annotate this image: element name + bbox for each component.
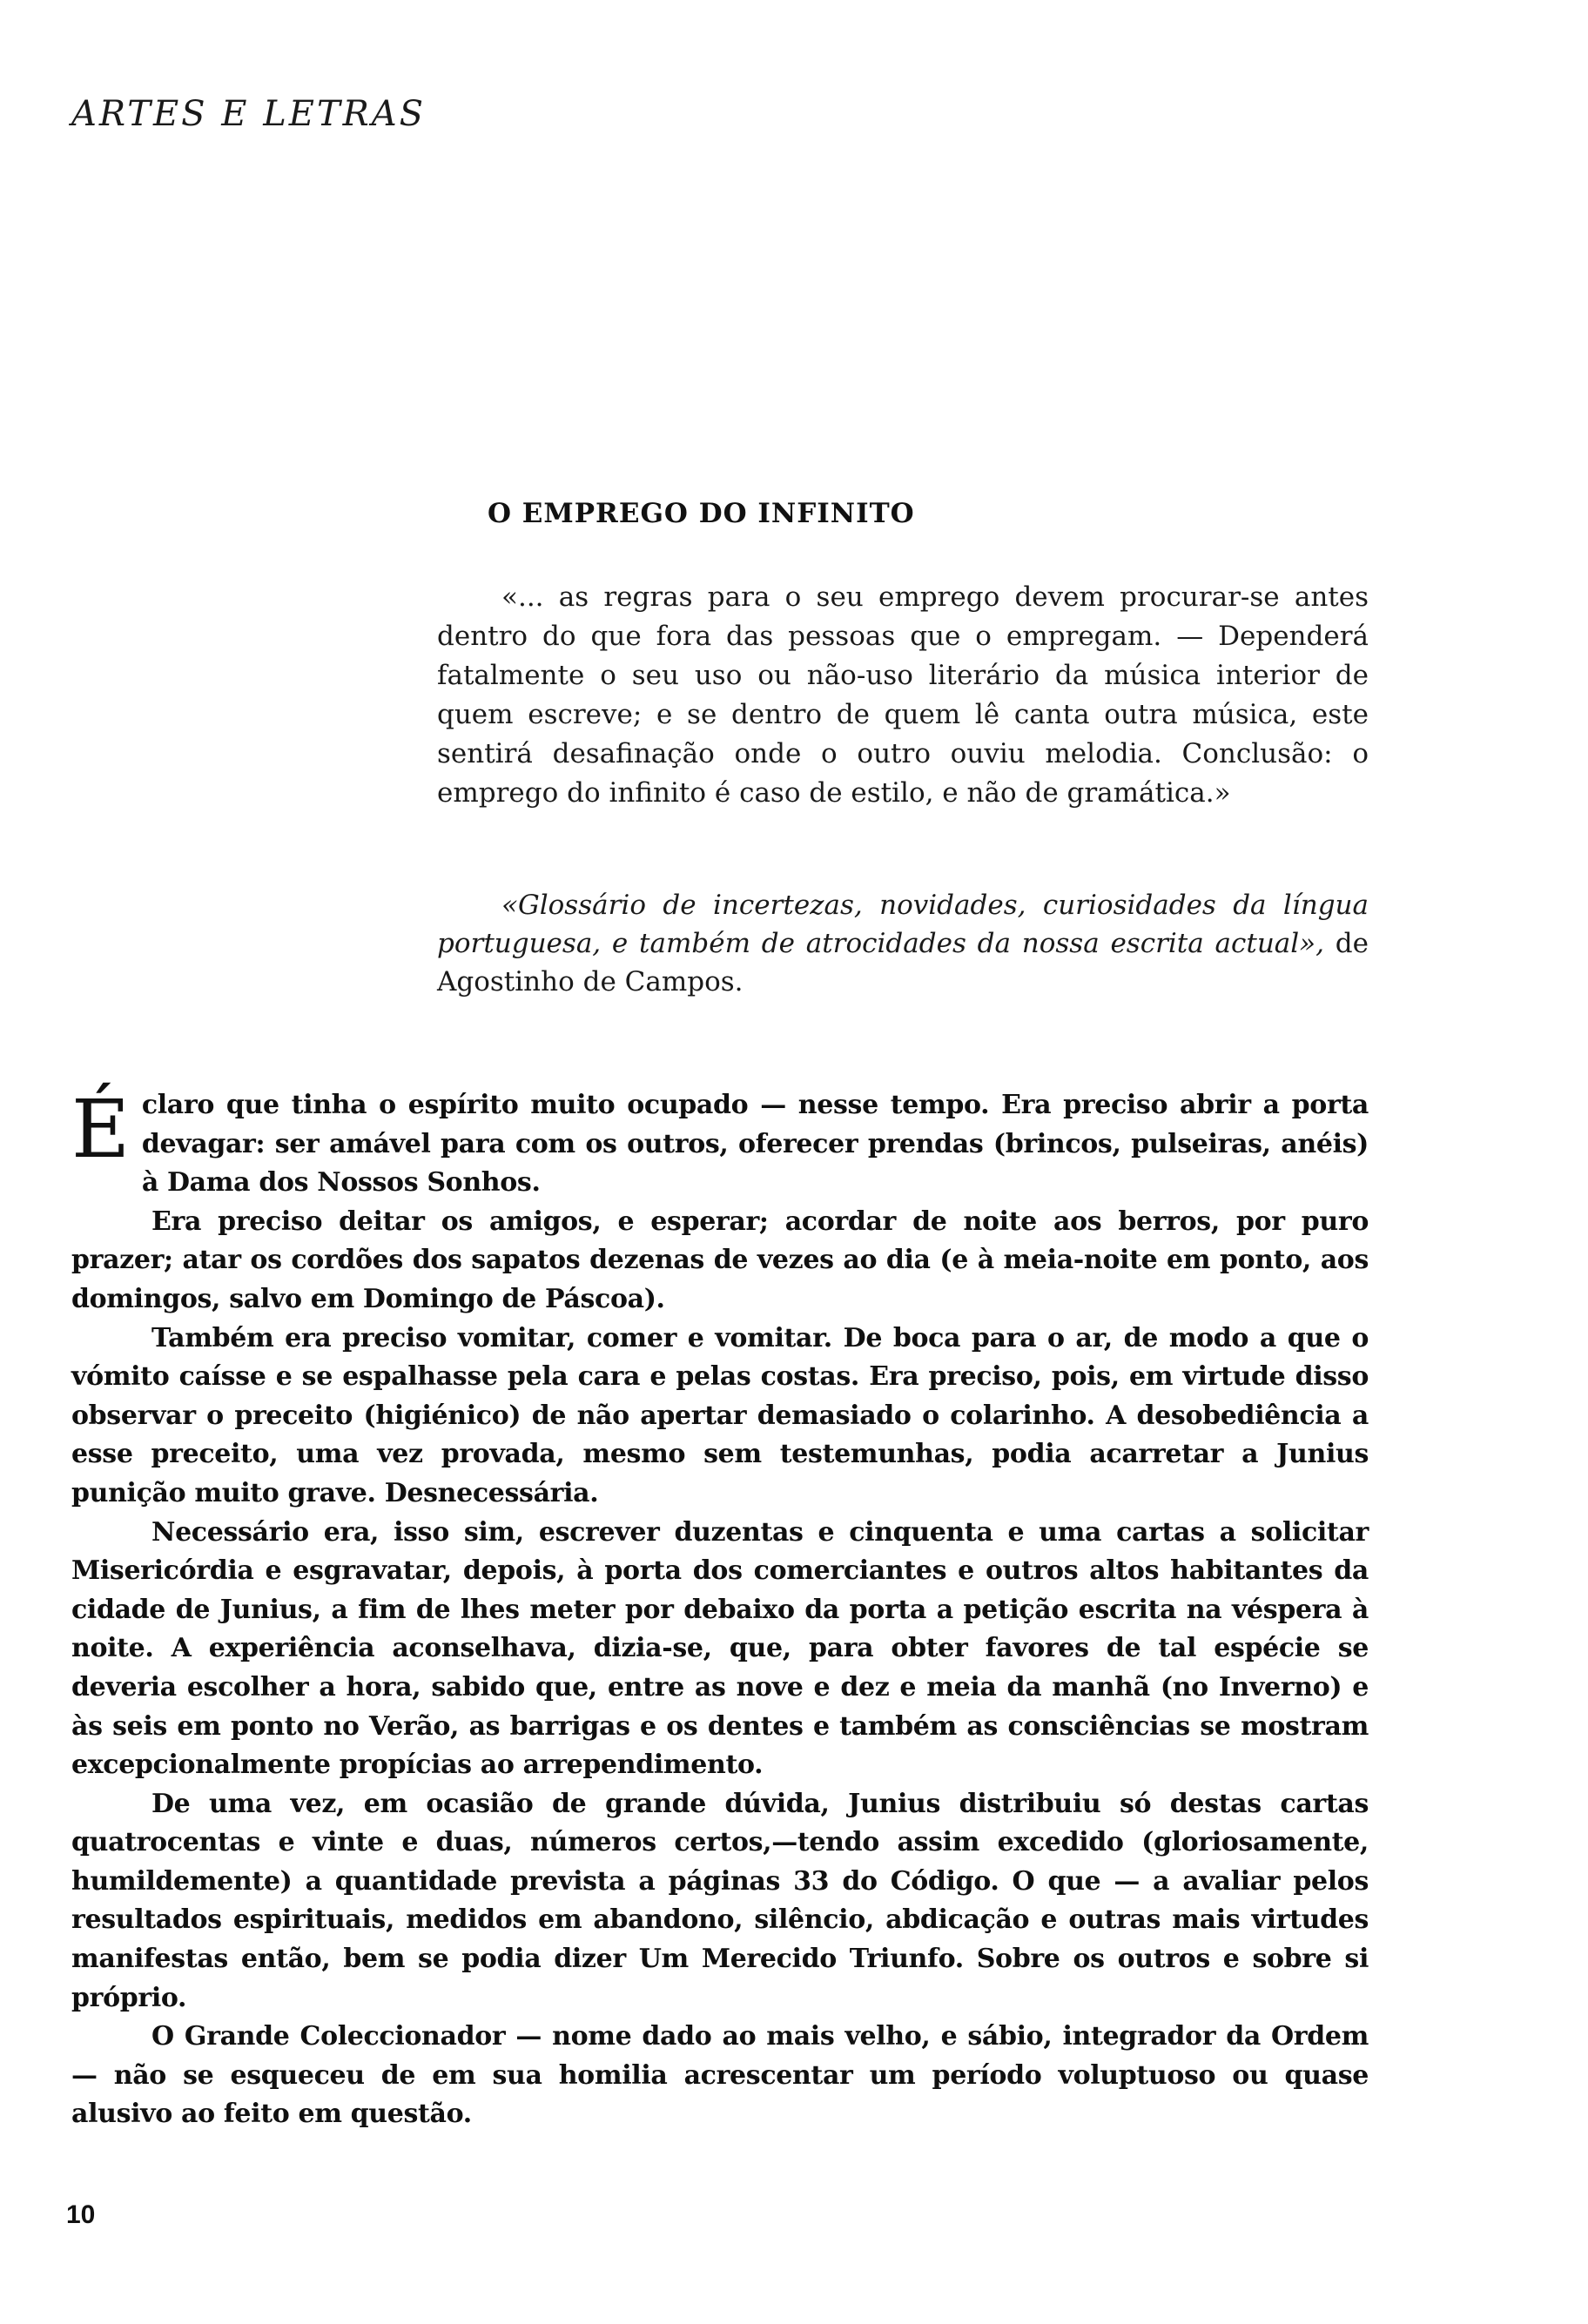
body-paragraph: Era preciso deitar os amigos, e esperar; acordar de noite aos berros, por puro prazer; atar os cordões dos sapatos dezenas de vezes ao dia (e à meia-noite em ponto, aos domingos, salvo em Domingo de Páscoa).	[71, 1206, 1369, 1314]
drop-cap: É	[71, 1083, 130, 1176]
body-paragraph: De uma vez, em ocasião de grande dúvida, Junius distribuiu só destas cartas quatrocentas e vinte e duas, números certos,—tendo assim excedido (gloriosamente, humildemente) a quantidade prevista a páginas 33 do Código. O que — a avaliar pelos resultados espirituais, medidos em abandono, silêncio, abdicação e outras mais virtudes manifestas então, bem se podia dizer Um Merecido Triunfo. Sobre os outros e sobre si próprio.	[71, 1788, 1369, 2013]
body-paragraph: Necessário era, isso sim, escrever duzentas e cinquenta e uma cartas a solicitar Misericórdia e esgravatar, depois, à porta dos comerciantes e outros altos habitantes da cidade de Junius, a fim de lhes meter por debaixo da porta a petição escrita na véspera à noite. A experiência aconselhava, dizia-se, que, para obter favores de tal espécie se deveria escolher a hora, sabido que, entre as nove e dez e meia da manhã (no Inverno) e às seis em ponto no Verão, as barrigas e os dentes e também as consciências se mostram excepcionalmente propícias ao arrependimento.	[71, 1516, 1369, 1781]
epigraph-quote: «... as regras para o seu emprego devem procurar-se antes dentro do que fora das pessoas que o empregam. — Dependerá fatalmente o seu uso ou não-uso literário da música interior de quem escreve; e se dentro de quem lê canta outra música, este sentirá desafinação onde o outro ouviu melodia. Conclusão: o emprego do infinito é caso de estilo, e não de gramática.»	[437, 581, 1369, 809]
article-title: O EMPREGO DO INFINITO	[488, 498, 915, 529]
body-paragraph	[71, 1083, 1369, 1203]
article-body	[71, 1083, 1369, 2134]
section-header: ARTES E LETRAS	[71, 94, 427, 134]
paragraph-text: claro que tinha o espírito muito ocupado — nesse tempo. Era preciso abrir a porta devagar: ser amável para com os outros, oferecer prendas (brincos, pulseiras, anéis) à Dama dos Nossos Sonhos.	[141, 1090, 1369, 1199]
source-author: de Agostinho de Campos.	[437, 928, 1369, 997]
epigraph-source	[437, 886, 1369, 1001]
body-paragraph: O Grande Coleccionador — nome dado ao mais velho, e sábio, integrador da Ordem — não se esqueceu de em sua homilia acrescentar um período voluptuoso ou quase alusivo ao feito em questão.	[71, 2021, 1369, 2130]
page-number: 10	[66, 2200, 96, 2229]
body-paragraph: Também era preciso vomitar, comer e vomitar. De boca para o ar, de modo a que o vómito caísse e se espalhasse pela cara e pelas costas. Era preciso, pois, em virtude disso observar o preceito (higiénico) de não apertar demasiado o colarinho. A desobediência a esse preceito, uma vez provada, mesmo sem testemunhas, podia acarretar a Junius punição muito grave. Desnecessária.	[71, 1322, 1369, 1508]
source-work-title: «Glossário de incertezas, novidades, curiosidades da língua portuguesa, e também de atrocidades da nossa escrita actual»,	[437, 890, 1369, 959]
